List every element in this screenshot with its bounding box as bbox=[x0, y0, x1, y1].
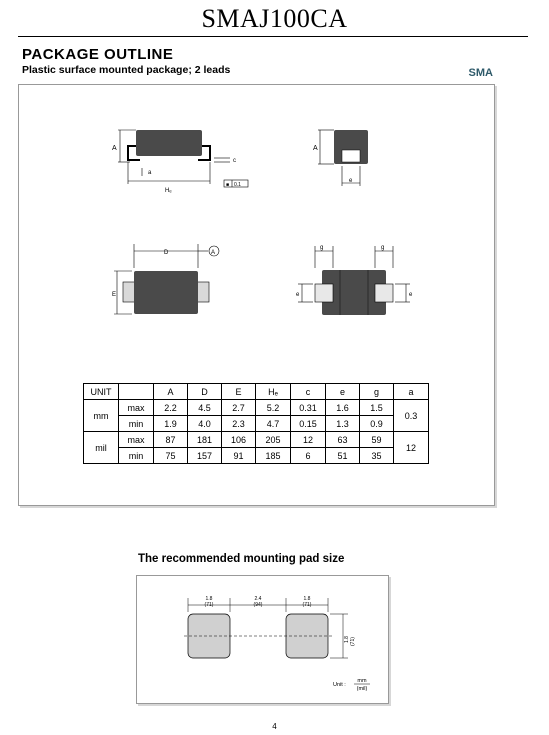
header-cell-D: D bbox=[188, 384, 222, 400]
value-cell: 59 bbox=[360, 432, 394, 448]
value-cell: 35 bbox=[360, 448, 394, 464]
value-cell: 1.6 bbox=[326, 400, 360, 416]
value-cell: 87 bbox=[154, 432, 188, 448]
limit-cell: max bbox=[119, 432, 154, 448]
tolerance-label: 0.1 bbox=[234, 182, 241, 188]
pad-dim2-mil: (94) bbox=[253, 602, 263, 608]
package-code: SMA bbox=[468, 67, 493, 79]
dim-label-c: c bbox=[233, 158, 236, 164]
header-cell-He: Hₑ bbox=[256, 384, 291, 400]
pad-dim2: 2.4 bbox=[254, 596, 262, 602]
a-value-cell: 12 bbox=[394, 432, 429, 464]
pad-dim4-mil: (71) bbox=[350, 637, 356, 646]
dim-label-A-end: A bbox=[313, 145, 318, 152]
value-cell: 51 bbox=[326, 448, 360, 464]
value-cell: 4.5 bbox=[188, 400, 222, 416]
unit-cell: mm bbox=[84, 400, 119, 432]
document-title: SMAJ100CA bbox=[201, 4, 348, 33]
value-cell: 1.3 bbox=[326, 416, 360, 432]
header-cell-c: c bbox=[291, 384, 326, 400]
pad-dim3: 1.8 bbox=[303, 596, 311, 602]
value-cell: 2.2 bbox=[154, 400, 188, 416]
unit-label: Unit : bbox=[333, 682, 346, 688]
header-cell-g: g bbox=[360, 384, 394, 400]
unit-denominator: (mil) bbox=[356, 686, 368, 692]
dim-label-He: Hₑ bbox=[165, 188, 172, 194]
limit-cell: min bbox=[119, 448, 154, 464]
value-cell: 6 bbox=[291, 448, 326, 464]
value-cell: 1.5 bbox=[360, 400, 394, 416]
value-cell: 75 bbox=[154, 448, 188, 464]
svg-text:■: ■ bbox=[226, 182, 230, 188]
value-cell: 181 bbox=[188, 432, 222, 448]
datum-label: A bbox=[211, 250, 216, 256]
pad-dim1-mil: (71) bbox=[204, 602, 214, 608]
dim-label-D: D bbox=[164, 250, 169, 256]
dim-label-e2: e bbox=[409, 292, 413, 298]
value-cell: 0.15 bbox=[291, 416, 326, 432]
unit-cell: mil bbox=[84, 432, 119, 464]
value-cell: 5.2 bbox=[256, 400, 291, 416]
limit-cell: max bbox=[119, 400, 154, 416]
value-cell: 0.9 bbox=[360, 416, 394, 432]
value-cell: 91 bbox=[222, 448, 256, 464]
value-cell: 12 bbox=[291, 432, 326, 448]
value-cell: 157 bbox=[188, 448, 222, 464]
dim-label-a: a bbox=[148, 170, 152, 176]
unit-numerator: mm bbox=[357, 678, 367, 684]
value-cell: 106 bbox=[222, 432, 256, 448]
value-cell: 4.0 bbox=[188, 416, 222, 432]
header-cell-A: A bbox=[154, 384, 188, 400]
a-value-cell: 0.3 bbox=[394, 400, 429, 432]
header-cell-e: e bbox=[326, 384, 360, 400]
value-cell: 205 bbox=[256, 432, 291, 448]
dim-label-e1: e bbox=[296, 292, 300, 298]
limit-cell: min bbox=[119, 416, 154, 432]
dim-label-E: E bbox=[112, 292, 117, 298]
section-heading: PACKAGE OUTLINE bbox=[22, 46, 174, 63]
page-number: 4 bbox=[272, 722, 277, 731]
dim-label-g2: g bbox=[381, 245, 385, 251]
pad-dim1: 1.8 bbox=[205, 596, 213, 602]
value-cell: 2.3 bbox=[222, 416, 256, 432]
value-cell: 4.7 bbox=[256, 416, 291, 432]
pad-dim4: 1.8 bbox=[344, 636, 350, 643]
mounting-pad-title: The recommended mounting pad size bbox=[138, 553, 345, 565]
value-cell: 0.31 bbox=[291, 400, 326, 416]
value-cell: 1.9 bbox=[154, 416, 188, 432]
header-cell-a: a bbox=[394, 384, 429, 400]
dim-label-g1: g bbox=[320, 245, 324, 251]
section-subheading: Plastic surface mounted package; 2 leads bbox=[22, 64, 231, 76]
value-cell: 63 bbox=[326, 432, 360, 448]
value-cell: 185 bbox=[256, 448, 291, 464]
pad-dim3-mil: (71) bbox=[302, 602, 312, 608]
value-cell: 2.7 bbox=[222, 400, 256, 416]
dim-label-e-end: e bbox=[349, 178, 353, 184]
header-cell-unit: UNIT bbox=[84, 384, 119, 400]
header-cell-E: E bbox=[222, 384, 256, 400]
dim-label-A: A bbox=[112, 145, 117, 152]
